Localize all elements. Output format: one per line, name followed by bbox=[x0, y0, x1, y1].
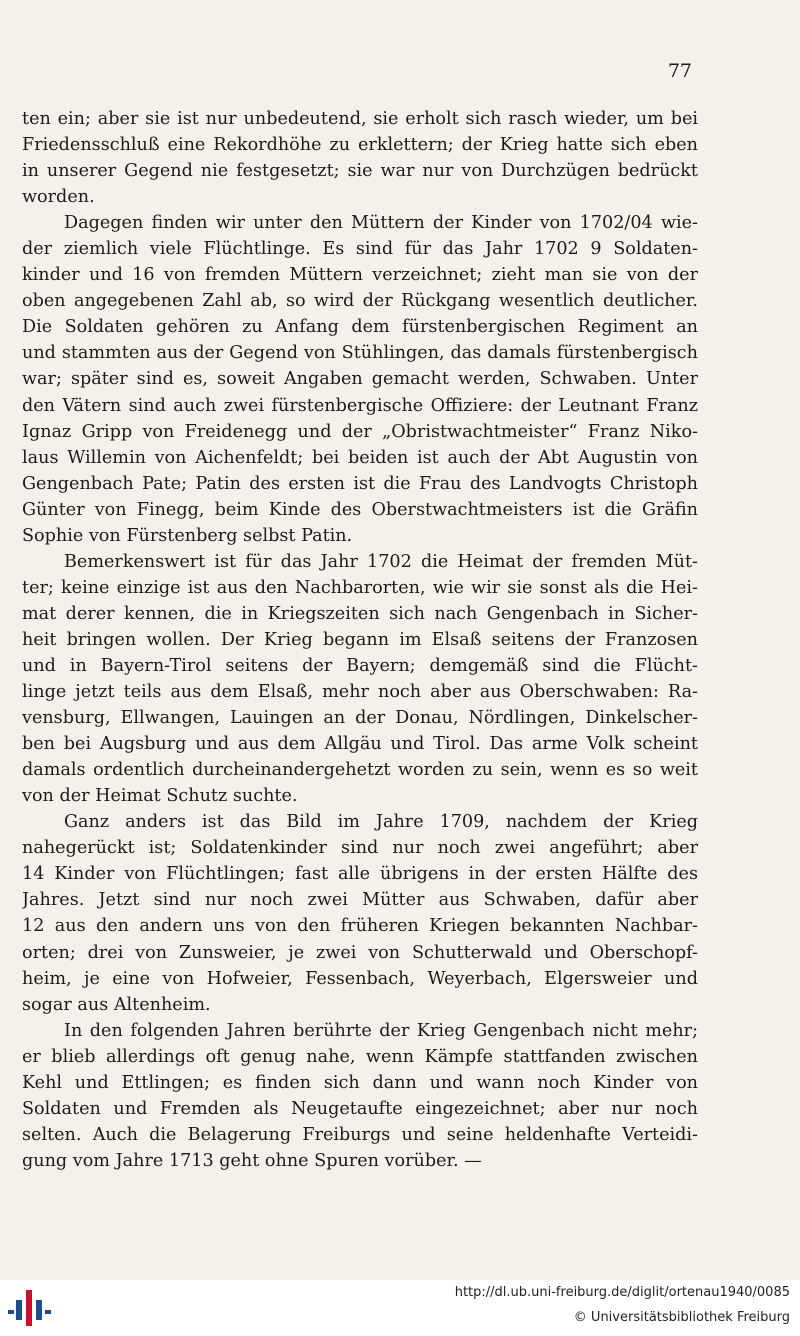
viewer-footer bbox=[0, 1280, 800, 1336]
text-line: und in Bayern-Tirol seitens der Bayern; demgemäß sind die Flücht- bbox=[22, 655, 698, 676]
text-line: heit bringen wollen. Der Krieg begann im Elsaß seitens der Franzosen bbox=[22, 629, 698, 650]
text-line: heim, je eine von Hofweier, Fessenbach, Weyerbach, Elgersweier und bbox=[22, 968, 698, 989]
text-line: In den folgenden Jahren berührte der Krieg Gengenbach nicht mehr; bbox=[64, 1020, 698, 1041]
text-line: sogar aus Altenheim. bbox=[22, 994, 211, 1015]
text-line: mat derer kennen, die in Kriegszeiten sich nach Gengenbach in Sicher- bbox=[22, 603, 698, 624]
text-line: von der Heimat Schutz suchte. bbox=[22, 786, 298, 807]
text-line: Bemerkenswert ist für das Jahr 1702 die Heimat der fremden Müt- bbox=[64, 551, 698, 572]
text-line: den Vätern sind auch zwei fürstenbergische Offiziere: der Leutnant Franz bbox=[22, 395, 698, 416]
text-line: selten. Auch die Belagerung Freiburgs und seine heldenhafte Verteidi- bbox=[22, 1124, 698, 1145]
text-line: Sophie von Fürstenberg selbst Patin. bbox=[22, 525, 353, 546]
text-line: ter; keine einzige ist aus den Nachbarorten, wie wir sie sonst als die Hei- bbox=[22, 577, 698, 598]
text-line: Dagegen finden wir unter den Müttern der Kinder von 1702/04 wie- bbox=[64, 213, 698, 234]
page-number: 77 bbox=[667, 60, 692, 82]
text-line: gung vom Jahre 1713 geht ohne Spuren vorüber. — bbox=[22, 1150, 482, 1171]
text-line: Die Soldaten gehören zu Anfang dem fürstenbergischen Regiment an bbox=[22, 317, 698, 338]
text-line: 14 Kinder von Flüchtlingen; fast alle übrigens in der ersten Hälfte des bbox=[22, 864, 698, 885]
text-line: Jahres. Jetzt sind nur noch zwei Mütter aus Schwaben, dafür aber bbox=[22, 890, 698, 911]
text-line: orten; drei von Zunsweier, je zwei von Schutterwald und Oberschopf- bbox=[22, 942, 698, 963]
text-line: Ignaz Gripp von Freidenegg und der „Obristwachtmeister“ Franz Niko- bbox=[22, 421, 698, 442]
text-line: Günter von Finegg, beim Kinde des Oberstwachtmeisters ist die Gräfin bbox=[22, 499, 698, 520]
text-line: linge jetzt teils aus dem Elsaß, mehr noch aber aus Oberschwaben: Ra- bbox=[22, 682, 698, 703]
text-line: der ziemlich viele Flüchtlinge. Es sind für das Jahr 1702 9 Soldaten- bbox=[22, 239, 698, 260]
library-logo-icon bbox=[8, 1288, 52, 1333]
text-line: Friedensschluß eine Rekordhöhe zu erklettern; der Krieg hatte sich eben bbox=[22, 135, 698, 156]
text-line: Soldaten und Fremden als Neugetaufte eingezeichnet; aber nur noch bbox=[22, 1098, 698, 1119]
text-line: 12 aus den andern uns von den früheren Kriegen bekannten Nachbar- bbox=[22, 916, 698, 937]
text-line: damals ordentlich durcheinandergehetzt worden zu sein, wenn es so weit bbox=[22, 760, 698, 781]
text-line: war; später sind es, soweit Angaben gemacht werden, Schwaben. Unter bbox=[22, 369, 698, 390]
text-line: nahegerückt ist; Soldatenkinder sind nur noch zwei angeführt; aber bbox=[22, 838, 698, 859]
text-line: laus Willemin von Aichenfeldt; bei beiden ist auch der Abt Augustin von bbox=[22, 447, 698, 468]
text-line: kinder und 16 von fremden Müttern verzeichnet; zieht man sie von der bbox=[22, 265, 698, 286]
text-line: worden. bbox=[22, 187, 95, 208]
copyright-text: © Universitätsbibliothek Freiburg bbox=[573, 1310, 790, 1325]
text-line: Kehl und Ettlingen; es finden sich dann und wann noch Kinder von bbox=[22, 1072, 698, 1093]
text-line: und stammten aus der Gegend von Stühlingen, das damals fürstenbergisch bbox=[22, 343, 698, 364]
text-line: ben bei Augsburg und aus dem Allgäu und Tirol. Das arme Volk scheint bbox=[22, 734, 698, 755]
text-line: in unserer Gegend nie festgesetzt; sie war nur von Durchzügen bedrückt bbox=[22, 161, 698, 182]
text-line: Ganz anders ist das Bild im Jahre 1709, nachdem der Krieg bbox=[64, 812, 698, 833]
text-line: er blieb allerdings oft genug nahe, wenn Kämpfe stattfanden zwischen bbox=[22, 1046, 698, 1067]
body-text bbox=[22, 106, 698, 1174]
source-url-link[interactable]: http://dl.ub.uni-freiburg.de/diglit/ortenau1940/0085 bbox=[454, 1285, 790, 1300]
text-line: vensburg, Ellwangen, Lauingen an der Donau, Nördlingen, Dinkelscher- bbox=[22, 708, 698, 729]
text-line: oben angegebenen Zahl ab, so wird der Rückgang wesentlich deutlicher. bbox=[22, 291, 698, 312]
text-line: Gengenbach Pate; Patin des ersten ist die Frau des Landvogts Christoph bbox=[22, 473, 698, 494]
text-line: ten ein; aber sie ist nur unbedeutend, sie erholt sich rasch wieder, um bei bbox=[22, 109, 698, 129]
